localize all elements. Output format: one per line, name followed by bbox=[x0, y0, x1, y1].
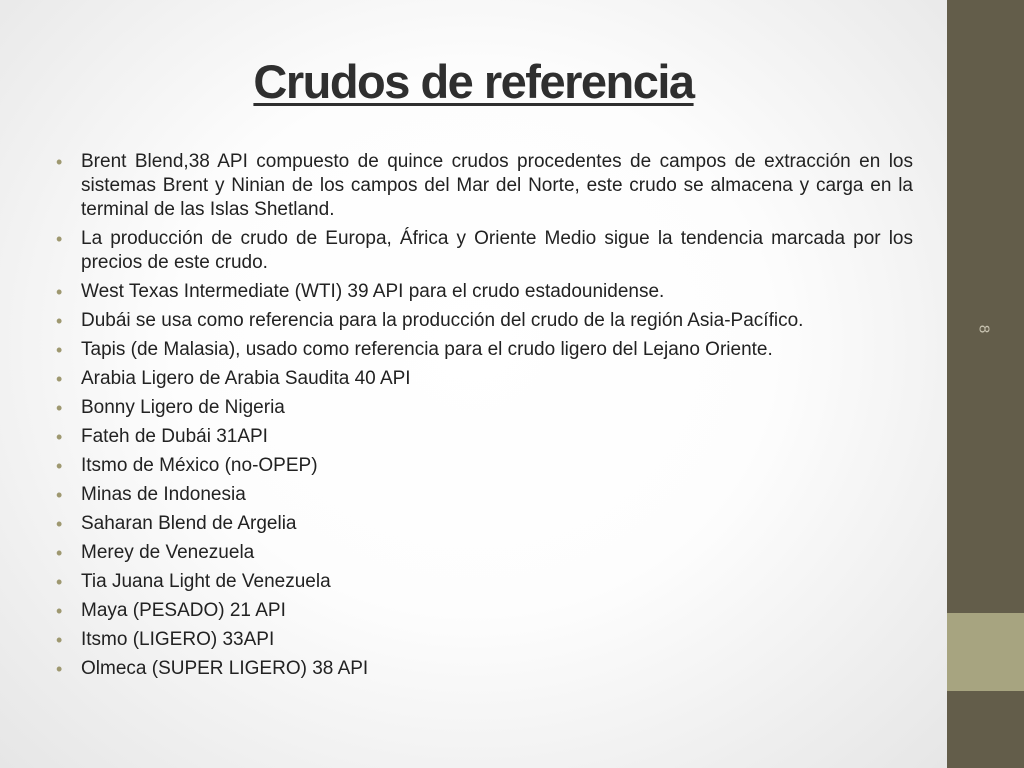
bullet-dot-icon: • bbox=[56, 369, 63, 389]
bullet-dot-icon: • bbox=[56, 398, 63, 418]
slide-title bbox=[0, 54, 947, 109]
bullet-text: West Texas Intermediate (WTI) 39 API para el crudo estadounidense. bbox=[81, 281, 665, 302]
side-bar-accent-block bbox=[947, 613, 1024, 691]
bullet-text: Itsmo (LIGERO) 33API bbox=[81, 629, 275, 650]
bullet-text: Dubái se usa como referencia para la producción del crudo de la región Asia-Pacífico. bbox=[81, 310, 804, 331]
bullet-text: Brent Blend,38 API compuesto de quince crudos procedentes de campos de extracción en los sistemas Brent y Ninian de los campos del Mar del Norte, este crudo se almacena y carga en la terminal de las Islas Shetland. bbox=[81, 151, 913, 220]
bullet-dot-icon: • bbox=[56, 229, 63, 249]
page-number: 8 bbox=[975, 324, 993, 334]
bullet-item bbox=[56, 483, 913, 507]
bullet-text: Arabia Ligero de Arabia Saudita 40 API bbox=[81, 368, 411, 389]
slide-title-text: Crudos de referencia bbox=[253, 55, 694, 108]
bullet-item bbox=[56, 425, 913, 449]
bullet-item bbox=[56, 280, 913, 304]
bullet-item bbox=[56, 396, 913, 420]
bullet-dot-icon: • bbox=[56, 456, 63, 476]
bullet-text: Saharan Blend de Argelia bbox=[81, 513, 297, 534]
bullet-item bbox=[56, 512, 913, 536]
bullet-dot-icon: • bbox=[56, 514, 63, 534]
bullet-dot-icon: • bbox=[56, 152, 63, 172]
bullet-item bbox=[56, 150, 913, 222]
bullet-dot-icon: • bbox=[56, 543, 63, 563]
bullet-list bbox=[56, 150, 913, 686]
bullet-text: Itsmo de México (no-OPEP) bbox=[81, 455, 318, 476]
bullet-text: La producción de crudo de Europa, África y Oriente Medio sigue la tendencia marcada por los precios de este crudo. bbox=[81, 228, 913, 273]
bullet-item bbox=[56, 570, 913, 594]
bullet-dot-icon: • bbox=[56, 485, 63, 505]
bullet-item bbox=[56, 367, 913, 391]
bullet-item bbox=[56, 338, 913, 362]
bullet-text: Fateh de Dubái 31API bbox=[81, 426, 268, 447]
bullet-dot-icon: • bbox=[56, 282, 63, 302]
bullet-dot-icon: • bbox=[56, 340, 63, 360]
bullet-text: Tapis (de Malasia), usado como referencia para el crudo ligero del Lejano Oriente. bbox=[81, 339, 773, 360]
bullet-text: Maya (PESADO) 21 API bbox=[81, 600, 286, 621]
bullet-dot-icon: • bbox=[56, 427, 63, 447]
bullet-item bbox=[56, 599, 913, 623]
bullet-dot-icon: • bbox=[56, 630, 63, 650]
bullet-dot-icon: • bbox=[56, 659, 63, 679]
side-bar bbox=[947, 0, 1024, 768]
bullet-dot-icon: • bbox=[56, 572, 63, 592]
bullet-item bbox=[56, 227, 913, 275]
bullet-text: Tia Juana Light de Venezuela bbox=[81, 571, 331, 592]
bullet-dot-icon: • bbox=[56, 311, 63, 331]
bullet-item bbox=[56, 309, 913, 333]
bullet-item bbox=[56, 657, 913, 681]
bullet-item bbox=[56, 628, 913, 652]
bullet-item bbox=[56, 541, 913, 565]
bullet-item bbox=[56, 454, 913, 478]
bullet-dot-icon: • bbox=[56, 601, 63, 621]
bullet-text: Olmeca (SUPER LIGERO) 38 API bbox=[81, 658, 369, 679]
bullet-text: Bonny Ligero de Nigeria bbox=[81, 397, 285, 418]
bullet-text: Merey de Venezuela bbox=[81, 542, 255, 563]
bullet-text: Minas de Indonesia bbox=[81, 484, 246, 505]
